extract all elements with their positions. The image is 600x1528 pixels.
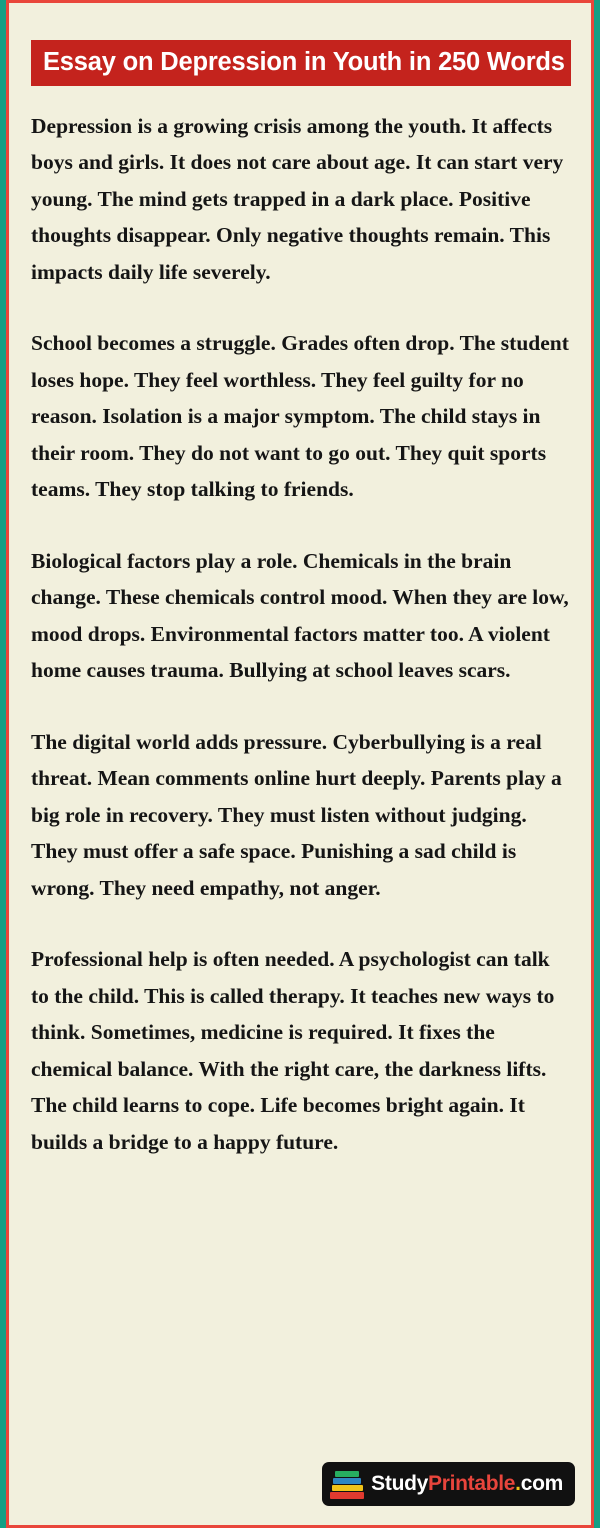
logo-text-com: com bbox=[520, 1472, 563, 1495]
logo-text-study: Study bbox=[371, 1472, 429, 1495]
essay-body bbox=[31, 108, 571, 1161]
page-title: Essay on Depression in Youth in 250 Words bbox=[31, 40, 571, 86]
paragraph: Professional help is often needed. A psychologist can talk to the child. This is called therapy. It teaches new ways to think. Sometimes, medicine is required. It fixes the chemical balance. With the right care, the darkness lifts. The child learns to cope. Life becomes bright again. It builds a bridge to a happy future. bbox=[31, 947, 555, 1154]
studyprintable-logo[interactable] bbox=[322, 1462, 575, 1506]
logo-text-dot: . bbox=[515, 1472, 521, 1495]
paragraph: Depression is a growing crisis among the youth. It affects boys and girls. It does not care about age. It can start very young. The mind gets trapped in a dark place. Positive thoughts disappear. Only negative thoughts remain. This impacts daily life severely. bbox=[31, 113, 564, 284]
books-icon bbox=[330, 1469, 364, 1499]
document-sheet bbox=[9, 0, 591, 1528]
top-accent-rule bbox=[9, 0, 591, 3]
logo-wordmark bbox=[371, 1472, 563, 1496]
paragraph: School becomes a struggle. Grades often drop. The student loses hope. They feel worthless. They feel guilty for no reason. Isolation is a major symptom. The child stays in their room. They do not want to go out. They quit sports teams. They stop talking to friends. bbox=[31, 331, 569, 502]
paragraph: The digital world adds pressure. Cyberbullying is a real threat. Mean comments online hurt deeply. Parents play a big role in recovery. They must listen without judging. They must offer a safe space. Punishing a sad child is wrong. They need empathy, not anger. bbox=[31, 729, 562, 900]
document-content bbox=[31, 40, 571, 1160]
paragraph: Biological factors play a role. Chemicals in the brain change. These chemicals control mood. When they are low, mood drops. Environmental factors matter too. A violent home causes trauma. Bullying at school leaves scars. bbox=[31, 548, 569, 683]
logo-text-printable: Printable bbox=[428, 1472, 516, 1495]
